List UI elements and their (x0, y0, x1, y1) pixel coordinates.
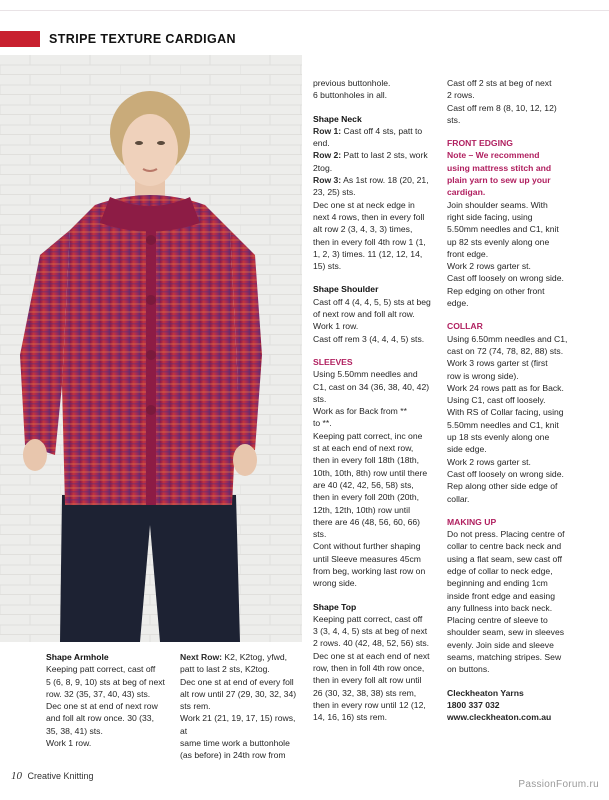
text-line: from beg, working last row on (313, 565, 426, 576)
text-line: 12th, 12th, 10th) row until (313, 504, 410, 515)
text-line: wrong side. (313, 578, 357, 589)
text-line: Using 6.50mm needles and C1, (447, 333, 568, 344)
text-line: 2 rows. 40 (42, 48, 52, 56) sts. (313, 638, 430, 649)
watermark: PassionForum.ru (518, 779, 599, 790)
sleeves-heading: SLEEVES (313, 356, 353, 367)
row-3-label: Row 3: (313, 175, 342, 186)
top-rule (0, 10, 609, 11)
text-line: Rep along other side edge of (447, 481, 558, 492)
header-accent-bar (0, 31, 40, 47)
text-line: 5.50mm needles and C1, knit (447, 224, 559, 235)
text-line: Cast off rem 8 (8, 10, 12, 12) (447, 102, 557, 113)
text-line: Using C1, cast off loosely. (447, 395, 546, 406)
text-line: st at each end of next row, (313, 443, 414, 454)
collar-heading: COLLAR (447, 321, 483, 332)
note-line: using mattress stitch and (447, 162, 552, 173)
shape-armhole-heading: Shape Armhole (46, 652, 109, 662)
text-line: Work as for Back from ** (313, 406, 407, 417)
text-line: patt to last 2 sts, K2tog. (180, 664, 270, 675)
text-line: Placing centre of sleeve to (447, 615, 548, 626)
text-line: up 82 sts evenly along one (447, 236, 550, 247)
text-line: Cast off 4 (4, 4, 5, 5) sts at beg (313, 296, 431, 307)
text-line: front edge. (447, 248, 489, 259)
text-line: row. 32 (35, 37, 40, 43) sts. (46, 688, 151, 699)
text-line: 2tog. (313, 162, 333, 173)
text-line: row, then in foll 4th row once, (313, 663, 425, 674)
row-2-label: Row 2: (313, 150, 342, 161)
text-line: alt row 2 (3, 4, 3, 3) times, (313, 224, 413, 235)
row-1-line (313, 125, 441, 137)
text-line: Dec one st at neck edge in (313, 199, 415, 210)
text-line: 23, 25) sts. (313, 187, 356, 198)
text-line: Rep edging on other front (447, 285, 545, 296)
text-line: 26 (30, 32, 38, 38) sts rem, (313, 687, 417, 698)
text-line: Cast off rem 3 (4, 4, 4, 5) sts. (313, 333, 425, 344)
text-line: of next row and foll alt row. (313, 309, 415, 320)
text-line: Work 1 row. (313, 321, 359, 332)
text-line: 35, 38, 41) sts. (46, 725, 103, 736)
page-footer (11, 770, 94, 782)
row-2-line (313, 149, 441, 161)
text-line: beginning and ending 1cm (447, 578, 548, 589)
text-line: up 18 sts evenly along one (447, 432, 550, 443)
text-line: 5 (6, 8, 9, 10) sts at beg of next (46, 676, 165, 687)
text-line: then in every row until 12 (12, (313, 699, 426, 710)
text-line: 15) sts. (313, 261, 342, 272)
text-line: using a flat seam, sew cast off (447, 553, 562, 564)
text-line: Cast off loosely on wrong side. (447, 468, 564, 479)
text-line: Work 3 rows garter st (first (447, 358, 548, 369)
text-line: then in every foll 18th (18th, (313, 455, 420, 466)
text-line: are 40 (42, 42, 56, 58) sts, (313, 479, 414, 490)
magazine-name: Creative Knitting (27, 771, 94, 781)
text-line: Work 24 rows patt as for Back. (447, 382, 564, 393)
text-line: seams, matching stripes. Sew (447, 652, 562, 663)
text-line: Dec one st at end of next row (46, 701, 158, 712)
text-line: until Sleeve measures 45cm (313, 553, 421, 564)
text-line: 3 (3, 4, 4, 5) sts at beg of next (313, 626, 428, 637)
row-1-label: Row 1: (313, 125, 342, 136)
text-line: 6 buttonholes in all. (313, 90, 388, 101)
text-line: Dec one st at end of every foll (180, 676, 294, 687)
note-line: cardigan. (447, 187, 486, 198)
shape-top-heading: Shape Top (313, 601, 357, 612)
text-line: Join shoulder seams. With (447, 199, 548, 210)
text-line: side edge. (447, 444, 487, 455)
text-line: Cast off loosely on wrong side. (447, 273, 564, 284)
text-line: Keeping patt correct, cast off (313, 613, 423, 624)
text-line: Using 5.50mm needles and (313, 369, 418, 380)
front-edging-heading: FRONT EDGING (447, 138, 513, 149)
text-line: on buttons. (447, 664, 490, 675)
text-line: Work 21 (21, 19, 17, 15) rows, at (180, 713, 296, 736)
text-line: shoulder seam, sew in sleeves (447, 627, 565, 638)
text-line: With RS of Collar facing, using (447, 407, 564, 418)
text-line: row is wrong side). (447, 370, 519, 381)
text-line: edge. (447, 298, 469, 309)
column-2 (180, 651, 302, 762)
text-line: Cast off 2 sts at beg of next (447, 78, 552, 88)
text-line: 1, 2, 3) times. 11 (12, 12, 14, (313, 248, 423, 259)
column-1 (46, 651, 174, 749)
note-line: Note – We recommend (447, 150, 540, 161)
text-line: collar. (447, 493, 470, 504)
making-up-heading: MAKING UP (447, 516, 497, 527)
shape-neck-heading: Shape Neck (313, 113, 362, 124)
text-line: then in every foll 4th row 1 (1, (313, 236, 426, 247)
text-line: edge of collar to neck edge, (447, 565, 553, 576)
text-line: sts. (447, 114, 461, 125)
text-line: Work 1 row. (46, 738, 92, 749)
page-number: 10 (11, 770, 22, 782)
text-line: sts rem. (180, 701, 211, 712)
contact-url[interactable]: www.cleckheaton.com.au (447, 712, 552, 723)
column-4 (447, 77, 577, 724)
contact-name: Cleckheaton Yarns (447, 687, 524, 698)
text-line: any fullness into back neck. (447, 602, 553, 613)
text-line: next 4 rows, then in every foll (313, 211, 425, 222)
text-line: 14, 16, 16) sts rem. (313, 712, 388, 723)
text-line: there are 46 (48, 56, 60, 66) (313, 516, 421, 527)
column-3 (313, 77, 441, 724)
text-line: Keeping patt correct, cast off (46, 664, 156, 675)
row-3-line (313, 174, 441, 186)
next-row-line (180, 651, 302, 663)
model-photo (0, 55, 302, 642)
text-line: Keeping patt correct, inc one (313, 430, 423, 441)
text-line: 5.50mm needles and C1, knit (447, 419, 559, 430)
text-line: (as before) in 24th row from (180, 750, 286, 761)
text-line: Dec one st at each end of next (313, 650, 430, 661)
text-line: then in every foll alt row until (313, 675, 422, 686)
text-line: Work 2 rows garter st. (447, 261, 531, 272)
note-line: plain yarn to sew up your (447, 175, 551, 186)
text-line: K2, K2tog, yfwd, (222, 652, 287, 662)
next-row-label: Next Row: (180, 652, 223, 662)
text-line: collar to centre back neck and (447, 541, 562, 552)
text-line: Work 2 rows garter st. (447, 456, 531, 467)
text-line: sts. (313, 529, 327, 540)
text-line: Cont without further shaping (313, 541, 421, 552)
text-line: and foll alt row once. 30 (33, (46, 713, 154, 724)
shape-shoulder-heading: Shape Shoulder (313, 284, 379, 295)
text-line: alt row until 27 (29, 30, 32, 34) (180, 688, 297, 699)
text-line: previous buttonhole. (313, 78, 391, 88)
text-line: C1, cast on 34 (36, 38, 40, 42) (313, 381, 430, 392)
text-line: inside front edge and easing (447, 590, 555, 601)
contact-phone: 1800 337 032 (447, 699, 500, 710)
page-title: STRIPE TEXTURE CARDIGAN (49, 32, 236, 46)
text-line: 2 rows. (447, 90, 475, 101)
text-line: cast on 72 (74, 78, 82, 88) sts. (447, 345, 564, 356)
text-line: Do not press. Placing centre of (447, 529, 565, 540)
text-line: Patt to last 2 sts, work (341, 150, 428, 161)
text-line: As 1st row. 18 (20, 21, (341, 175, 429, 186)
text-line: evenly. Join side and sleeve (447, 639, 554, 650)
text-line: right side facing, using (447, 211, 533, 222)
text-line: sts. (313, 393, 327, 404)
text-line: then in every foll 20th (20th, (313, 492, 420, 503)
text-line: same time work a buttonhole (180, 738, 290, 749)
text-line: 10th, 10th, 8th) row until there (313, 467, 428, 478)
text-line: to **. (313, 418, 332, 429)
model-wearing-striped-cardigan-image (0, 55, 302, 642)
text-line: end. (313, 138, 330, 149)
text-line: Cast off 4 sts, patt to (341, 125, 423, 136)
